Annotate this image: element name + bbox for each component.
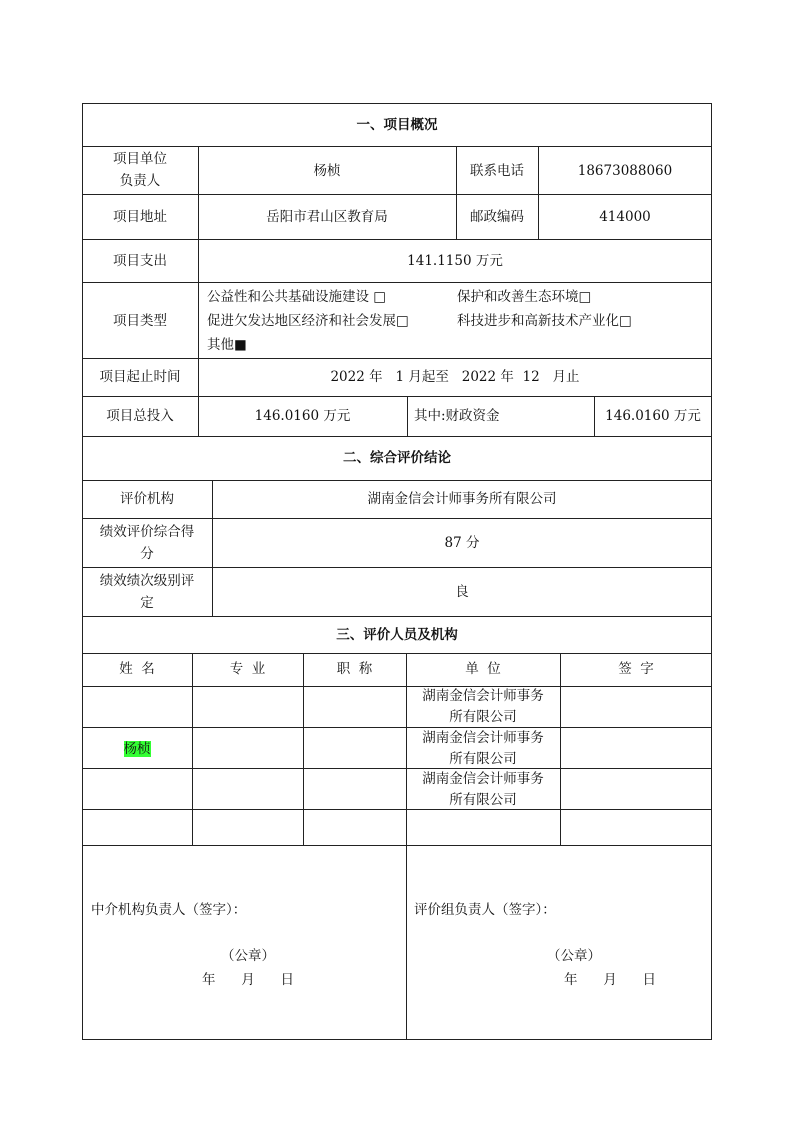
row-divider [82,727,712,728]
org-label: 评价机构 [120,491,174,507]
table-row-name [82,738,192,760]
row-divider [82,358,712,359]
org-value: 湖南金信会计师事务所有限公司 [367,491,557,507]
expense-value: 141.1150 万元 [407,253,503,269]
type-option-other: 其他■ [207,337,247,353]
score-label-line2: 分 [140,546,154,562]
header-title: 职 称 [336,661,373,677]
grade-label-line1: 绩效绩次级别评 [99,573,195,589]
table-row-unit-line1: 湖南金信会计师事务 [422,688,544,704]
score-value: 87 分 [444,535,480,551]
type-option-public-infrastructure: 公益性和公共基础设施建设 □ [207,289,387,305]
fiscal-label: 其中:财政资金 [414,408,500,424]
row-divider [82,768,712,769]
col-divider [192,653,193,845]
period-value: 2022 年 1 月起至 2022 年 12 月止 [330,369,580,385]
type-option-ecology: 保护和改善生态环境□ [457,289,592,305]
address-value: 岳阳市君山区教育局 [266,209,388,225]
row-divider [82,239,712,240]
unit-head-value: 杨桢 [313,163,341,179]
col-divider [560,653,561,845]
type-label: 项目类型 [113,313,167,329]
postcode-value: 414000 [599,209,651,225]
phone-label: 联系电话 [470,163,524,179]
agency-seal-label: （公章） [221,948,275,964]
investment-label: 项目总投入 [106,408,174,424]
row-divider [82,194,712,195]
col-divider [198,146,199,436]
table-row-unit-line1: 湖南金信会计师事务 [422,730,544,746]
row-divider [82,845,712,846]
section-3-title: 三、评价人员及机构 [336,627,458,643]
header-unit: 单 位 [465,661,501,677]
fiscal-value: 146.0160 万元 [605,408,701,424]
investment-value: 146.0160 万元 [254,408,351,424]
table-row-unit-line1: 湖南金信会计师事务 [422,771,544,787]
row-divider [82,282,712,283]
period-label: 项目起止时间 [99,369,181,385]
section-1-title: 一、项目概况 [356,117,438,133]
row-divider [82,518,712,519]
grade-label-line2: 定 [140,595,154,611]
row-divider [82,436,712,437]
score-label-line1: 绩效评价综合得 [99,524,195,540]
header-name: 姓 名 [119,661,155,677]
postcode-label: 邮政编码 [470,209,524,225]
team-date-label: 年 月 日 [564,972,656,988]
table-row-unit-line2: 所有限公司 [449,709,517,725]
address-label: 项目地址 [113,209,167,225]
agency-head-signature-label: 中介机构负责人（签字）： [91,902,247,918]
unit-head-label-line2: 负责人 [119,173,161,189]
highlighted-name: 杨桢 [123,741,151,757]
type-option-technology: 科技进步和高新技术产业化□ [457,313,632,329]
header-signature: 签 字 [618,661,654,677]
row-divider [82,809,712,810]
row-divider [82,616,712,617]
header-major: 专 业 [229,661,266,677]
col-divider [407,396,408,436]
unit-head-label-line1: 项目单位 [113,151,167,167]
row-divider [82,653,712,654]
row-divider [82,567,712,568]
row-divider [82,396,712,397]
table-row-unit-line2: 所有限公司 [449,751,517,767]
team-head-signature-label: 评价组负责人（签字）： [414,902,556,918]
section-2-title: 二、综合评价结论 [343,450,451,466]
col-divider [303,653,304,845]
grade-value: 良 [455,584,469,600]
row-divider [82,480,712,481]
team-seal-label: （公章） [547,948,601,964]
type-option-underdeveloped-regions: 促进欠发达地区经济和社会发展□ [207,313,409,329]
row-divider [82,146,712,147]
row-divider [82,686,712,687]
table-row-unit-line2: 所有限公司 [449,792,517,808]
agency-date-label: 年 月 日 [202,972,294,988]
expense-label: 项目支出 [113,253,167,269]
phone-value: 18673088060 [577,163,673,179]
